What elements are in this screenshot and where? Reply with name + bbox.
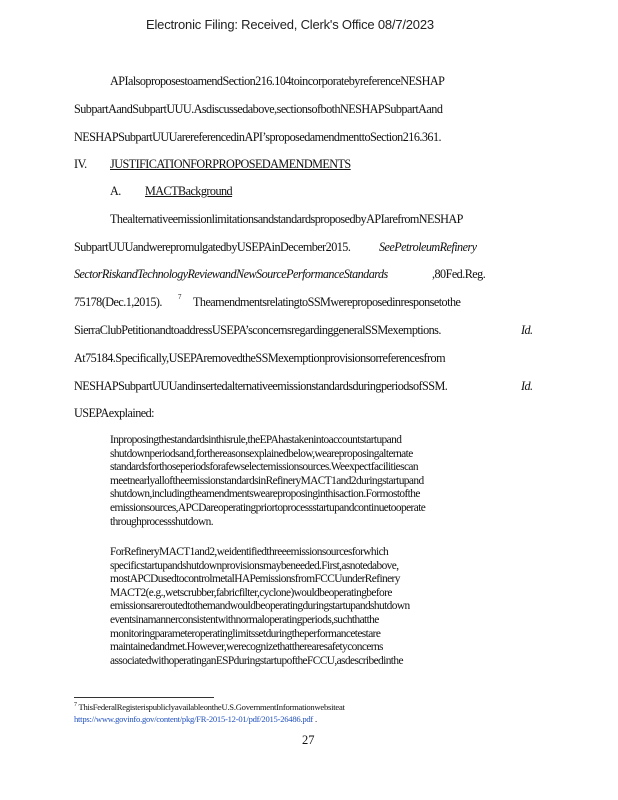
block-quote-line: throughprocessshutdown. bbox=[110, 515, 213, 528]
block-quote-line: ForRefineryMACT1and2,weidentifiedthreeemissionsourcesforwhich bbox=[110, 546, 389, 558]
block-quote-line: specificstartupandshutdownprovisionsmaybeneeded.First,asnotedabove, bbox=[110, 559, 399, 572]
block-quote-line: mostAPCDusedtocontrolmetalHAPemissionsfromFCCUunderRefinery bbox=[110, 573, 400, 586]
subsection-letter: A. bbox=[110, 184, 121, 198]
block-quote-line: shutdown,includingtheamendmentsweareproposinginthisaction.Formostofthe bbox=[110, 488, 420, 501]
block-quote-line: shutdownperiodsand,forthereasonsexplainedbelow,weareproposingalternate bbox=[110, 447, 413, 460]
block-quote-line: maintainedandmet.However,werecognizethattherearesafetyconcerns bbox=[110, 641, 383, 654]
filing-header: Electronic Filing: Received, Clerk's Office 08/7/2023 bbox=[146, 17, 434, 32]
intro-line-3: NESHAPSubpartUUUarereferencedinAPI’sproposedamendmenttoSection216.361. bbox=[74, 130, 441, 144]
intro-line-1: APIalsoproposestoamendSection216.104toincorporatebyreferenceNESHAP bbox=[110, 74, 445, 88]
block-quote-line: MACT2(e.g.,wetscrubber,fabricfilter,cyclone)wouldbeoperatingbefore bbox=[110, 586, 392, 599]
page-number: 27 bbox=[302, 733, 315, 747]
footnote-link-line bbox=[74, 714, 317, 724]
block-quote-line: standardsforthoseperiodsforafewselectemissionsources.Weexpectfacilitiescan bbox=[110, 461, 418, 474]
id-cite-2: Id. bbox=[521, 379, 533, 393]
block-quote-line: emissionsareroutedtothemandwouldbeoperatingduringstartupandshutdown bbox=[110, 600, 410, 613]
section-number: IV. bbox=[74, 157, 87, 171]
paragraph-line-4-cont: TheamendmentsrelatingtoSSMwereproposedinresponsetothe bbox=[193, 295, 461, 309]
block-quote-line: Inproposingthestandardsinthisrule,theEPAhastakenintoaccountstartupand bbox=[110, 434, 402, 446]
paragraph-line-7: NESHAPSubpartUUUandinsertedalternativeemissionstandardsduringperiodsofSSM. bbox=[74, 379, 448, 393]
block-quote-1 bbox=[110, 434, 425, 529]
citation-signal: SeePetroleumRefinery bbox=[379, 240, 477, 254]
block-quote-2 bbox=[110, 546, 410, 668]
subsection-heading: MACTBackground bbox=[145, 184, 233, 198]
footnote-text bbox=[74, 702, 345, 712]
paragraph-line-8: USEPAexplained: bbox=[74, 406, 154, 420]
paragraph-line-4: 75178(Dec.1,2015). bbox=[74, 295, 162, 309]
paragraph-line-3: SectorRiskandTechnologyReviewandNewSourcePerformanceStandards bbox=[74, 267, 388, 281]
footnote-divider bbox=[74, 697, 214, 698]
paragraph-line-1: ThealternativeemissionlimitationsandstandardsproposedbyAPIarefromNESHAP bbox=[110, 212, 463, 226]
block-quote-line: emissionsources,APCDareoperatingpriortoprocessstartupandcontinuetooperate bbox=[110, 501, 426, 514]
block-quote-line: eventsinamannerconsistentwithnormaloperatingperiods,suchthatthe bbox=[110, 613, 379, 626]
paragraph-line-2: SubpartUUUandwerepromulgatedbyUSEPAinDecember2015. bbox=[74, 240, 351, 254]
section-heading: JUSTIFICATIONFORPROPOSEDAMENDMENTS bbox=[110, 157, 351, 171]
footnote-mark: 7 bbox=[74, 702, 77, 709]
paragraph-line-6: At75184.Specifically,USEPAremovedtheSSMexemptionprovisionsorreferencesfrom bbox=[74, 351, 446, 365]
footnote-link[interactable]: https://www.govinfo.gov/content/pkg/FR-2015-12-01/pdf/2015-26486.pdf bbox=[74, 714, 314, 724]
paragraph-line-3-cite: ,80Fed.Reg. bbox=[432, 267, 486, 281]
block-quote-line: monitoringparameteroperatinglimitssetduringtheperformancetestare bbox=[110, 627, 381, 640]
intro-line-2: SubpartAandSubpartUUU.Asdiscussedabove,sectionsofbothNESHAPSubpartAand bbox=[74, 102, 443, 116]
block-quote-line: associatedwithoperatinganESPduringstartupoftheFCCU,asdescribedinthe bbox=[110, 654, 403, 667]
footnote-body: ThisFederalRegisterispubliclyavailableontheU.S.GovernmentInformationwebsiteat bbox=[78, 702, 345, 712]
footnote-reference: 7 bbox=[178, 293, 182, 301]
id-cite-1: Id. bbox=[521, 323, 533, 337]
footnote-period: . bbox=[314, 714, 317, 724]
paragraph-line-5: SierraClubPetitionandtoaddressUSEPA’sconcernsregardinggeneralSSMexemptions. bbox=[74, 323, 441, 337]
block-quote-line: meetnearlyalloftheemissionstandardsinRefineryMACT1and2duringstartupand bbox=[110, 474, 424, 487]
